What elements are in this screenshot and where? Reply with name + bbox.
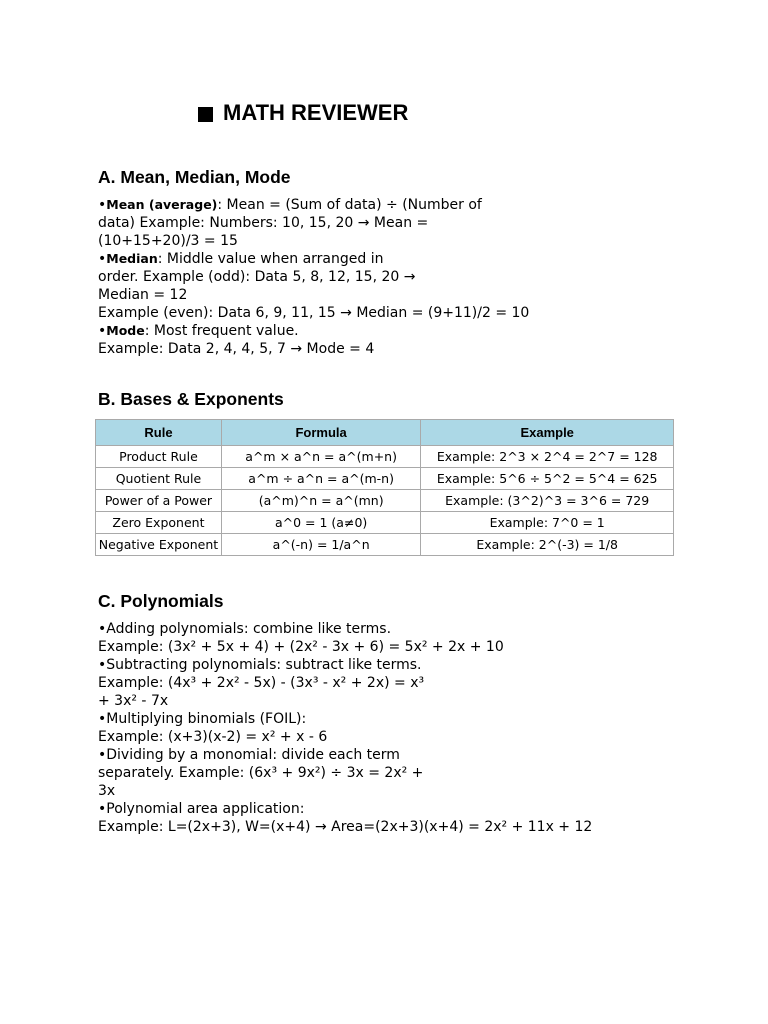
median-definition: : Middle value when arranged in bbox=[157, 251, 384, 267]
table-row bbox=[96, 468, 674, 490]
poly-line: + 3x² - 7x bbox=[98, 693, 169, 709]
mean-line-1: •Mean (average): Mean = (Sum of data) ÷ (Number of bbox=[98, 197, 482, 213]
median-line-1: •Median: Middle value when arranged in bbox=[98, 251, 384, 267]
page-title-text: MATH REVIEWER bbox=[223, 100, 409, 125]
median-line-3: Median = 12 bbox=[98, 287, 188, 303]
example-cell: Example: 5^6 ÷ 5^2 = 5^4 = 625 bbox=[421, 468, 674, 490]
rule-cell: Power of a Power bbox=[96, 490, 222, 512]
rule-cell: Product Rule bbox=[96, 446, 222, 468]
median-line-2: order. Example (odd): Data 5, 8, 12, 15, 20 → bbox=[98, 269, 416, 285]
poly-line: separately. Example: (6x³ + 9x²) ÷ 3x = 2x² + bbox=[98, 765, 424, 781]
poly-line: Example: (3x² + 5x + 4) + (2x² - 3x + 6) = 5x² + 2x + 10 bbox=[98, 639, 504, 655]
example-cell: Example: 7^0 = 1 bbox=[421, 512, 674, 534]
rule-cell: Quotient Rule bbox=[96, 468, 222, 490]
poly-line: •Polynomial area application: bbox=[98, 801, 305, 817]
header-formula: Formula bbox=[221, 420, 420, 446]
mean-line-3: (10+15+20)/3 = 15 bbox=[98, 233, 238, 249]
poly-line: 3x bbox=[98, 783, 116, 799]
section-c-body bbox=[98, 620, 592, 836]
table-row bbox=[96, 512, 674, 534]
poly-line: •Multiplying binomials (FOIL): bbox=[98, 711, 307, 727]
table-row bbox=[96, 490, 674, 512]
mode-label: Mode bbox=[106, 323, 145, 338]
section-c-heading: C. Polynomials bbox=[98, 591, 224, 611]
median-label: Median bbox=[106, 251, 158, 266]
header-example: Example bbox=[421, 420, 674, 446]
mode-definition: : Most frequent value. bbox=[144, 323, 299, 339]
section-a-body bbox=[98, 196, 529, 358]
table-row bbox=[96, 534, 674, 556]
mean-label: Mean (average) bbox=[106, 197, 218, 212]
example-cell: Example: 2^3 × 2^4 = 2^7 = 128 bbox=[421, 446, 674, 468]
formula-cell: a^m ÷ a^n = a^(m-n) bbox=[221, 468, 420, 490]
exponent-rules-table bbox=[95, 419, 674, 556]
table-header-row bbox=[96, 420, 674, 446]
page-title bbox=[198, 100, 408, 126]
formula-cell: a^m × a^n = a^(m+n) bbox=[221, 446, 420, 468]
formula-cell: a^(-n) = 1/a^n bbox=[221, 534, 420, 556]
mean-definition: : Mean = (Sum of data) ÷ (Number of bbox=[217, 197, 482, 213]
poly-line: Example: (4x³ + 2x² - 5x) - (3x³ - x² + 2x) = x³ bbox=[98, 675, 425, 691]
poly-line: •Adding polynomials: combine like terms. bbox=[98, 621, 392, 637]
poly-line: •Dividing by a monomial: divide each term bbox=[98, 747, 400, 763]
poly-line: •Subtracting polynomials: subtract like terms. bbox=[98, 657, 422, 673]
table-row bbox=[96, 446, 674, 468]
poly-line: Example: (x+3)(x-2) = x² + x - 6 bbox=[98, 729, 328, 745]
poly-line: Example: L=(2x+3), W=(x+4) → Area=(2x+3)(x+4) = 2x² + 11x + 12 bbox=[98, 819, 593, 835]
rule-cell: Negative Exponent bbox=[96, 534, 222, 556]
section-a-heading: A. Mean, Median, Mode bbox=[98, 167, 291, 187]
formula-cell: a^0 = 1 (a≠0) bbox=[221, 512, 420, 534]
example-cell: Example: 2^(-3) = 1/8 bbox=[421, 534, 674, 556]
section-b-heading: B. Bases & Exponents bbox=[98, 389, 284, 409]
example-cell: Example: (3^2)^3 = 3^6 = 729 bbox=[421, 490, 674, 512]
formula-cell: (a^m)^n = a^(mn) bbox=[221, 490, 420, 512]
median-line-4: Example (even): Data 6, 9, 11, 15 → Median = (9+11)/2 = 10 bbox=[98, 305, 530, 321]
header-rule: Rule bbox=[96, 420, 222, 446]
rule-cell: Zero Exponent bbox=[96, 512, 222, 534]
mean-line-2: data) Example: Numbers: 10, 15, 20 → Mean = bbox=[98, 215, 429, 231]
black-square-icon bbox=[198, 107, 213, 122]
mode-line-2: Example: Data 2, 4, 4, 5, 7 → Mode = 4 bbox=[98, 341, 375, 357]
mode-line-1: •Mode: Most frequent value. bbox=[98, 323, 299, 339]
